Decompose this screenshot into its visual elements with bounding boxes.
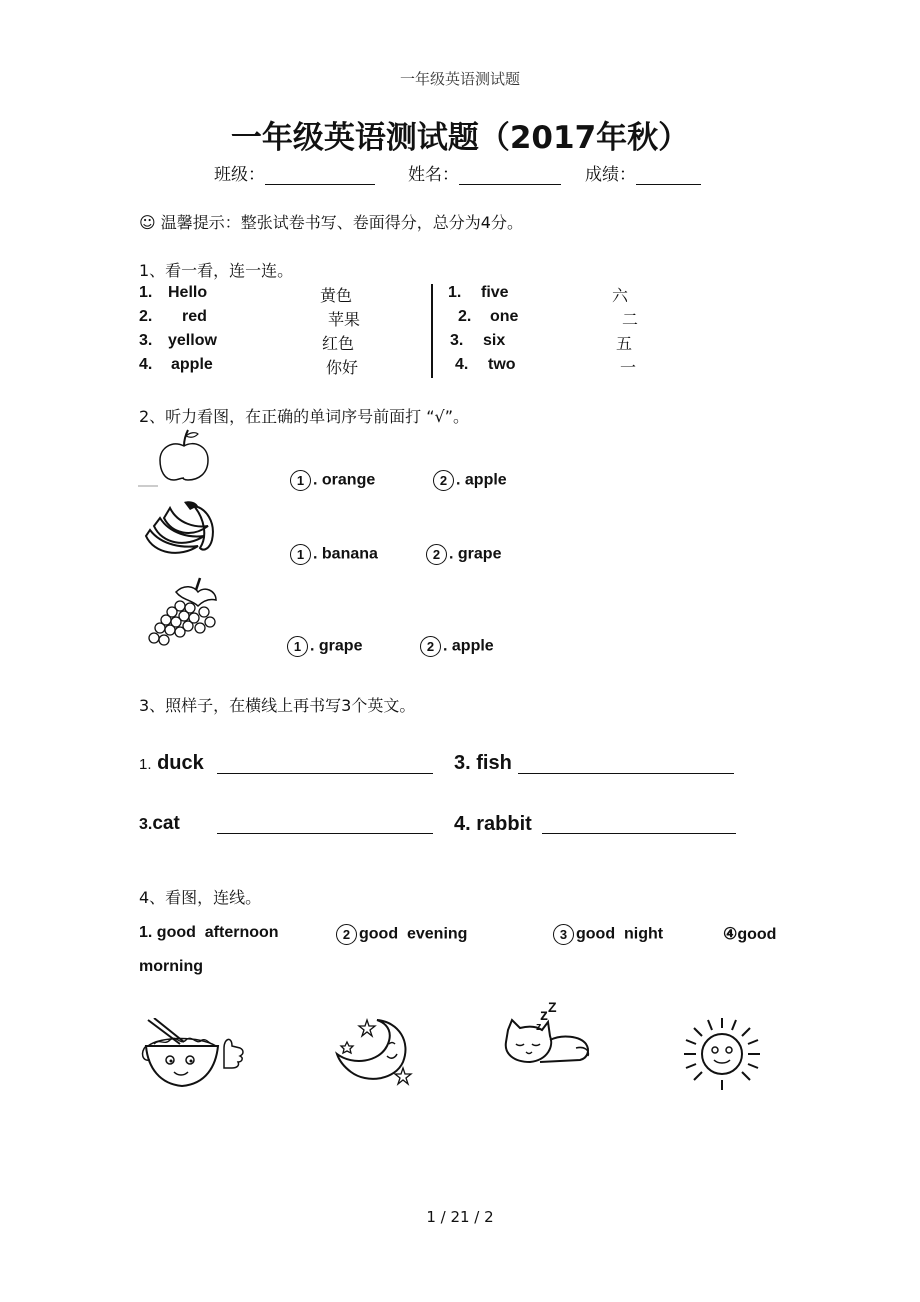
q1-right-num-4: 4. <box>455 356 469 373</box>
score-label: 成绩： <box>585 165 636 185</box>
q1-right-num-1: 1. <box>448 284 462 301</box>
q1-left-cn-3: 红色 <box>322 334 355 353</box>
q1-left-cn-2: 苹果 <box>328 310 361 329</box>
q2-title: 2、听力看图，在正确的单词序号前面打 “√”。 <box>139 407 470 426</box>
q1-right-num-3: 3. <box>450 332 464 349</box>
name-field <box>408 160 561 185</box>
q4-option-2: 2 good evening <box>336 924 467 945</box>
tip-line <box>139 210 523 233</box>
q3-line-fish[interactable] <box>518 773 734 774</box>
q1-left-cn-4: 你好 <box>326 358 359 377</box>
circled-number-icon: 3 <box>553 924 574 945</box>
q4-option-4: ④good <box>723 926 777 943</box>
svg-text:Z: Z <box>548 1000 557 1015</box>
q3-item-cat: 3.cat <box>139 813 180 834</box>
class-field <box>214 160 375 185</box>
q1-left-num-4: 4. <box>139 356 153 373</box>
q3-line-duck[interactable] <box>217 773 433 774</box>
circled-number-icon: 1 <box>290 544 311 565</box>
q2-item1-option-b[interactable]: 2 . apple <box>433 470 507 491</box>
q1-left-cn-1: 黄色 <box>320 286 353 305</box>
q3-line-rabbit[interactable] <box>542 833 736 834</box>
q1-right-en-2: one <box>490 308 519 325</box>
q1-left-en-1: Hello <box>168 284 208 301</box>
tip-text: 温馨提示：整张试卷书写、卷面得分，总分为4分。 <box>160 213 523 232</box>
circled-number-icon: 1 <box>287 636 308 657</box>
grape-icon <box>146 576 224 650</box>
circled-number-icon: 2 <box>420 636 441 657</box>
q1-right-cn-3: 五 <box>616 334 633 353</box>
q1-right-en-3: six <box>483 332 506 349</box>
moon-icon <box>333 1014 415 1086</box>
svg-text:z: z <box>540 1007 548 1024</box>
running-header: 一年级英语测试题 <box>399 70 520 88</box>
q4-option-1: 1. good afternoon <box>139 924 279 941</box>
page-title: 一年级英语测试题（2017年秋） <box>230 120 690 156</box>
q1-title: 1、看一看，连一连。 <box>139 261 294 280</box>
circled-number-icon: 1 <box>290 470 311 491</box>
apple-icon <box>138 428 214 490</box>
q3-item-duck: 1. duck <box>139 752 204 774</box>
name-blank[interactable] <box>459 166 561 185</box>
q3-item-rabbit: 4. rabbit <box>454 813 532 835</box>
q3-title: 3、照样子，在横线上再书写3个英文。 <box>139 696 416 715</box>
q2-item3-option-a[interactable]: 1 . grape <box>287 636 362 657</box>
q4-option-3: 3 good night <box>553 924 663 945</box>
q2-item3-option-b[interactable]: 2 . apple <box>420 636 494 657</box>
q2-item2-option-b[interactable]: 2 . grape <box>426 544 501 565</box>
score-field <box>585 160 701 185</box>
circled-number-icon: 2 <box>433 470 454 491</box>
q1-right-num-2: 2. <box>458 308 472 325</box>
page-number: 1 / 21 / 2 <box>426 1208 494 1226</box>
sun-icon <box>680 1016 764 1092</box>
q1-right-cn-2: 二 <box>622 310 639 329</box>
smiley-icon: ☺ <box>139 213 156 232</box>
class-blank[interactable] <box>265 166 375 185</box>
q1-left-en-3: yellow <box>168 332 217 349</box>
q2-item2-option-a[interactable]: 1 . banana <box>290 544 378 565</box>
name-label: 姓名： <box>408 165 459 185</box>
q1-left-en-2: red <box>182 308 207 325</box>
sleeping-cat-icon <box>500 1000 596 1070</box>
q3-line-cat[interactable] <box>217 833 433 834</box>
q1-right-cn-4: 一 <box>620 358 637 377</box>
q1-right-cn-1: 六 <box>612 286 629 305</box>
q4-title: 4、看图，连线。 <box>139 888 262 907</box>
noodle-bowl-icon <box>140 1018 244 1090</box>
score-blank[interactable] <box>636 166 701 185</box>
class-label: 班级： <box>214 165 265 185</box>
q1-divider <box>431 284 433 378</box>
banana-icon <box>140 496 224 562</box>
q1-left-num-1: 1. <box>139 284 153 301</box>
q1-left-en-4: apple <box>171 356 213 373</box>
q1-right-en-1: five <box>481 284 509 301</box>
circled-number-icon: 2 <box>426 544 447 565</box>
q1-left-num-2: 2. <box>139 308 153 325</box>
svg-text:z: z <box>536 1021 542 1033</box>
q1-right-en-4: two <box>488 356 516 373</box>
q1-left-num-3: 3. <box>139 332 153 349</box>
q3-item-fish: 3. fish <box>454 752 512 774</box>
q2-item1-option-a[interactable]: 1 . orange <box>290 470 375 491</box>
q4-option-4-wrap: morning <box>139 958 203 975</box>
circled-number-icon: 2 <box>336 924 357 945</box>
